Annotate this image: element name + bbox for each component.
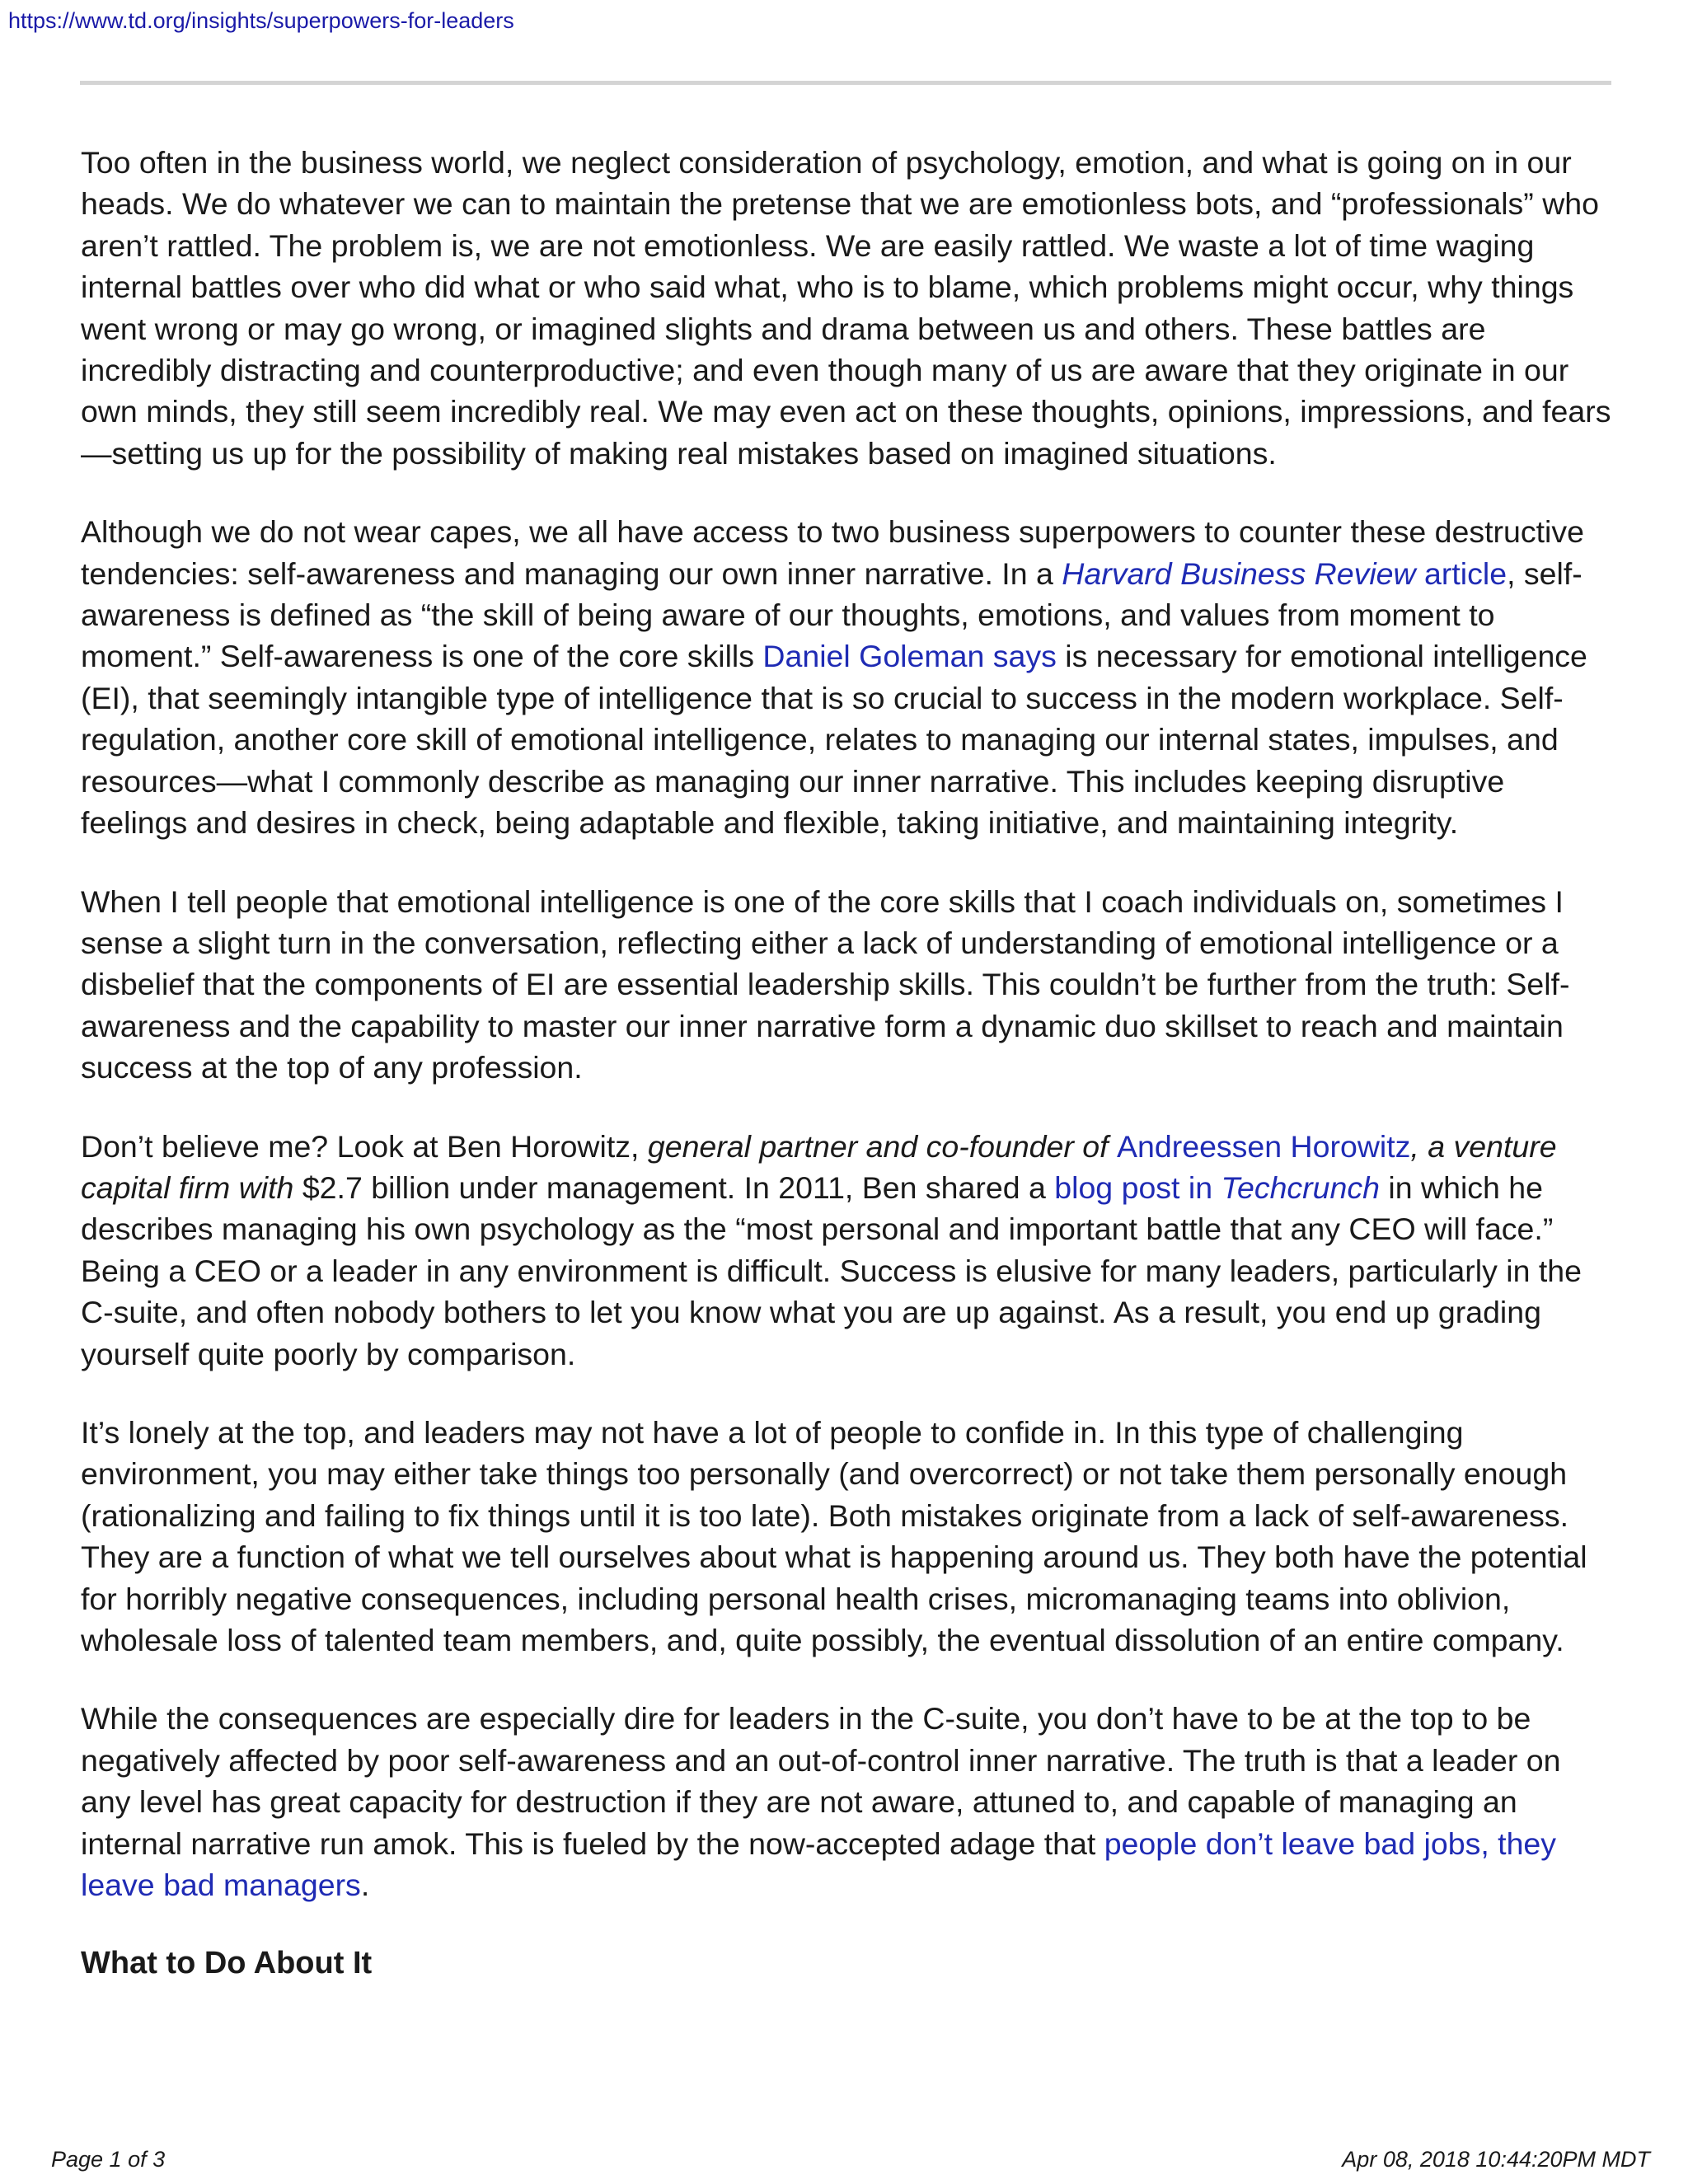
hbr-link-suffix: article — [1415, 555, 1507, 591]
techcrunch-link-title: Techcrunch — [1221, 1169, 1380, 1205]
paragraph-4-text-a: Don’t believe me? Look at Ben Horowitz, — [81, 1128, 648, 1164]
paragraph-5: It’s lonely at the top, and leaders may not have a lot of people to confide in. In this type of challenging environment, you may either take things too personally (and overcorrect) or not take them personally enough (rationalizing and failing to fix things until it is too late). Both mistakes originate from a lack of self-awareness. They are a function of what we tell ourselves about what is happening around us. They both have the potential for horribly negative consequences, including personal health crises, micromanaging teams into oblivion, wholesale loss of talented team members, and, quite possibly, the eventual dissolution of an entire company. — [81, 1414, 1587, 1657]
section-heading: What to Do About It — [81, 1946, 373, 1981]
hbr-link-title: Harvard Business Review — [1062, 555, 1416, 591]
paragraph-4-italic-a: general partner and co-founder of — [647, 1128, 1117, 1164]
techcrunch-link-prefix: blog post in — [1054, 1169, 1221, 1205]
hbr-article-link[interactable] — [1062, 556, 1507, 591]
page-number: Page 1 of 3 — [51, 2147, 166, 2172]
paragraph-2-text-c: is necessary for emotional intelligence (EI), that seemingly intangible type of intelligence that is so crucial to success in the modern workplace. Self-regulation, another core skill of emotional intelligence, relates to managing our internal states, impulses, and resources—what I commonly describe as managing our inner narrative. This includes keeping disruptive feelings and desires in check, being adaptable and flexible, taking initiative, and maintaining integrity. — [81, 639, 1587, 841]
paragraph-3: When I tell people that emotional intelligence is one of the core skills that I coach individuals on, sometimes I sense a slight turn in the conversation, reflecting either a lack of understanding of emotional intelligence or a disbelief that the components of EI are essential leadership skills. This couldn’t be further from the truth: Self-awareness and the capability to master our inner narrative form a dynamic duo skillset to reach and maintain success at the top of any profession. — [81, 883, 1570, 1085]
page-url-link[interactable]: https://www.td.org/insights/superpowers-for-leaders — [8, 8, 514, 33]
paragraph-6 — [81, 1698, 1612, 1905]
paragraph-4-text-c: in which he describes managing his own psychology as the “most personal and important battle that any CEO will face.” Being a CEO or a leader in any environment is difficult. Success is elusive for many leaders, particularly in the C-suite, and often nobody bothers to let you know what you are up against. As a result, you end up grading yourself quite poorly by comparison. — [81, 1169, 1582, 1371]
paragraph-2-text-a: Although we do not wear capes, we all have access to two business superpowers to counter these destructive tendencies: self-awareness and managing our own inner narrative. In a — [81, 514, 1584, 591]
paragraph-2-text-b: , self-awareness is defined as “the skill of being aware of our thoughts, emotions, and values from moment to moment.” Self-awareness is one of the core skills — [81, 555, 1582, 674]
print-timestamp: Apr 08, 2018 10:44:20PM MDT — [1342, 2147, 1650, 2172]
paragraph-4-text-b: $2.7 billion under management. In 2011, Ben shared a — [302, 1169, 1055, 1205]
paragraph-6-text-b: . — [360, 1868, 370, 1903]
paragraph-1: Too often in the business world, we neglect consideration of psychology, emotion, and what is going on in our heads. We do whatever we can to maintain the pretense that we are emotionless bots, and “professionals” who aren’t rattled. The problem is, we are not emotionless. We are easily rattled. We waste a lot of time waging internal battles over who did what or who said what, who is to blame, which problems might occur, why things went wrong or may go wrong, or imagined slights and drama between us and others. These battles are incredibly distracting and counterproductive; and even though many of us are aware that they originate in our own minds, they still seem incredibly real. We may even act on these thoughts, opinions, impressions, and fears—setting us up for the possibility of making real mistakes based on imagined situations. — [81, 145, 1611, 471]
bad-managers-link[interactable]: people don’t leave bad jobs, they leave bad managers — [81, 1825, 1557, 1903]
techcrunch-blog-link[interactable] — [1054, 1170, 1380, 1205]
paragraph-4 — [81, 1126, 1612, 1375]
paragraph-2 — [81, 511, 1612, 843]
paragraph-6-text-a: While the consequences are especially dire for leaders in the C-suite, you don’t have to be at the top to be negatively affected by poor self-awareness and an out-of-control inner narrative. The truth is that a leader on any level has great capacity for destruction if they are not aware, attuned to, and capable of managing an internal narrative run amok. This is fueled by the now-accepted adage that — [81, 1701, 1561, 1861]
andreessen-horowitz-link[interactable]: Andreessen Horowitz — [1117, 1128, 1411, 1164]
paragraph-4-italic-b: , a venture capital firm with — [81, 1128, 1557, 1205]
header-divider — [80, 81, 1611, 85]
goleman-link[interactable]: Daniel Goleman says — [762, 639, 1057, 674]
article-body — [81, 142, 1612, 1984]
